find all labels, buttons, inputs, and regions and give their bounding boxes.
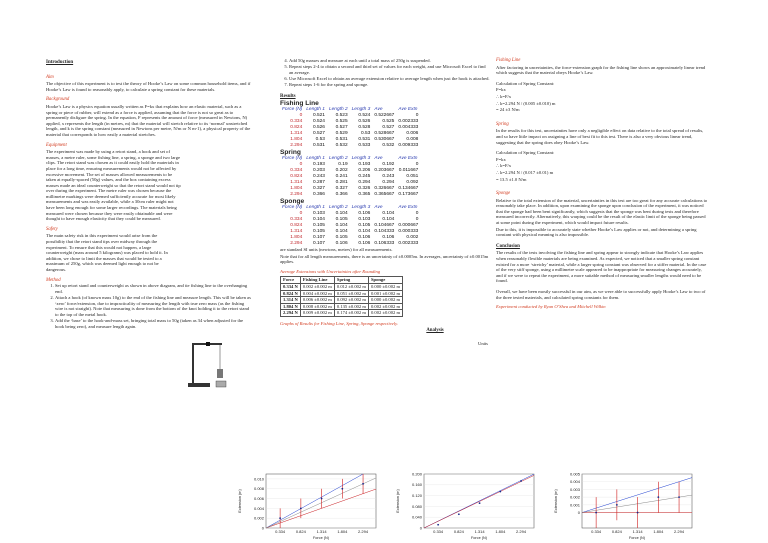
table-header-cell: Spring: [334, 277, 368, 284]
method-step: 6. Use Microsoft Excel to obtain an average extension relative to average length when just the hook is attached.: [289, 76, 490, 82]
retort-stand-diagram: [182, 339, 232, 389]
table-cell: 0.365667: [374, 192, 395, 198]
table-cell: 0.530667: [374, 137, 395, 143]
method-step: 4. Add 50g masses and measure at each until a total mass of 250g is suspended.: [289, 58, 490, 64]
y-tick-label: 0.001: [569, 502, 580, 508]
results-table: [280, 107, 420, 149]
y-tick-label: 0.005: [569, 471, 580, 477]
x-tick-label: 2.294: [674, 529, 685, 534]
results-table-title: Fishing Line: [280, 99, 319, 107]
table-row: [281, 297, 403, 304]
table-cell: 0.529: [335, 131, 348, 137]
table-row: [281, 290, 403, 297]
table-cell: 0.107: [312, 241, 325, 247]
table-cell: 0.523: [335, 113, 348, 119]
table-cell: 0.824: [290, 223, 303, 229]
x-tick-label: 1.314: [316, 529, 327, 534]
table-cell: 0: [415, 162, 419, 168]
x-axis-label: Force (N): [312, 536, 330, 540]
table-cell: 0.106: [382, 235, 395, 241]
y-tick-label: 0.004: [253, 505, 264, 511]
table-cell: 0.008 ±0.002 m: [300, 303, 334, 310]
table-cell: 0.106333: [374, 241, 395, 247]
fishing-calc-4: = 24 ±3 N/m: [496, 107, 520, 113]
table-header-row: [281, 277, 403, 284]
table-cell: 0.011667: [398, 168, 419, 174]
table-header-cell: Ave: [374, 156, 383, 162]
table-cell: 0.002 ±0.002 m: [368, 303, 402, 310]
table-cell: 0.000667: [398, 223, 419, 229]
method-step: 5. Repeat steps 2-4 to obtain a second and third set of values for each weight, and use Microsoft Excel to find an average.: [289, 64, 490, 75]
table-header-cell: Ave Extn: [398, 205, 418, 211]
y-tick-label: 0.010: [253, 476, 264, 482]
table-cell: 0.824: [290, 125, 303, 131]
safety-heading: Safety: [46, 226, 58, 232]
table-cell: 0.002 ±0.002 m: [368, 310, 402, 317]
column-right: [496, 58, 708, 310]
table-cell: 0.525: [335, 119, 348, 125]
conclusion-heading: Conclusion: [496, 243, 520, 249]
table-cell: 0.104667: [374, 223, 395, 229]
table-cell: 0.241: [335, 174, 348, 180]
data-point: [437, 524, 439, 526]
method-step: 7. Repeat steps 1-6 for the spring and sponge.: [289, 82, 490, 88]
table-header-cell: Force (N): [282, 205, 303, 211]
x-tick-label: 0.334: [433, 529, 444, 534]
table-cell: 0.532: [335, 143, 348, 149]
x-axis-label: Force (N): [628, 536, 646, 540]
y-axis-label: Extension (m): [238, 489, 242, 513]
table-header-cell: Ave: [374, 205, 383, 211]
y-tick-label: 0.008: [253, 486, 264, 492]
table-cell: 0.105: [335, 217, 348, 223]
data-point: [341, 488, 343, 490]
table-header-cell: Length 3: [351, 107, 371, 113]
y-tick-label: 0.080: [411, 503, 422, 509]
sponge-text: Relative to the total extension of the material, uncertainties in this test are too great for any accurate calculations to reasonably take place. In addition, upon examining the sponge upon conclusion of the experiment, it was noticed that the sponge had been bent significantly, which suggests that the sponge was bent during tests and therefore measured incorrectly. Alternatively, this warping could be the result of the elastic limit of the sponge being passed at some point during the experiment, which would impact future results.: [496, 197, 708, 226]
table-cell: 0.173667: [398, 192, 419, 198]
sponge-chart: [548, 470, 698, 542]
background-text: Hooke’s Law is a physics equation usually written as F=kx that explains how an elastic material, such as a spring or piece of rubber, will extend as a force is applied, assuming that the force is not so great as to permanently disfigure the spring. In the equation, F represents the amount of force (measured in Newtons, N) applied, x represents the length (in metres, m) that the material will stretch relative to its ‘normal’ unstretched length, and k is the spring constant (measured in Newtons per metre, N/m or N m-1), a physical property of the material that corresponds to how easily a material stretches.: [46, 103, 251, 137]
table-cell: 0.004333: [398, 125, 419, 131]
table-cell: 0.531: [312, 143, 325, 149]
y-tick-label: 0.160: [411, 482, 422, 488]
results-table-title: Sponge: [280, 197, 305, 205]
y-tick-label: 0: [261, 525, 264, 531]
results-tables: [280, 100, 490, 247]
fishing-calc-3: ∴ k=2.294 N / (0.005 ±0.010) m: [496, 100, 556, 106]
x-tick-label: 0.334: [275, 529, 286, 534]
table-header-cell: Sponge: [368, 277, 402, 284]
table-cell: 0.104: [382, 211, 395, 217]
table-cell: 0.002: [406, 235, 419, 241]
fishing-calc-0: Calculation of Spring Constant:: [496, 80, 555, 86]
table-cell: 0.106: [358, 241, 371, 247]
table-cell: 0.008: [406, 137, 419, 143]
table-cell: 0.104: [335, 223, 348, 229]
fishing-calc-1: F=kx: [496, 87, 506, 93]
table-header-cell: Length 3: [351, 205, 371, 211]
equipment-text: The experiment was made by using a retort stand, a hook and set of masses, a metre ruler, some fishing line, a spring, a sponge and two large clips. The retort stand was chosen as it could easily hold the materials in place for a long time, ensuring measurements would not be affected by excessive movement. The set of masses allowed measurements to be taken at equally-spaced (50g) values, and the box containing excess masses made an ideal counterweight so that the retort stand would not tip over during the experiment. The metre ruler was chosen because the millimetre markings were deemed sufficiently accurate for most likely measurements and was easily available, while a 30cm ruler might not have been long enough for some larger recordings. The materials being measured were chosen because they were easily obtainable and were thought to have enough elasticity that they could be measured.: [46, 149, 181, 222]
table-cell: 0.526: [358, 119, 371, 125]
data-point: [595, 512, 597, 514]
table-cell: 0.525: [382, 119, 395, 125]
table-cell: 0.009333: [398, 143, 419, 149]
table-header-cell: Ave: [374, 107, 383, 113]
table-cell: 0: [415, 217, 419, 223]
results-table: [280, 156, 420, 198]
credit-line: Experiment conducted by Ryan O’Shea and Mitchell Wilkin: [496, 304, 606, 310]
table-cell: 0.000333: [398, 229, 419, 235]
table-cell: 2.294: [290, 192, 303, 198]
table-cell: 0.526: [312, 125, 325, 131]
equipment-heading: Equipment: [46, 142, 67, 148]
table-cell: 0.524: [312, 119, 325, 125]
table-cell: 0.104333: [374, 229, 395, 235]
y-tick-label: 0.006: [253, 495, 264, 501]
table-cell: 0.105: [312, 223, 325, 229]
x-tick-label: 1.804: [337, 529, 348, 534]
y-tick-label: 0.002: [253, 515, 264, 521]
table-cell: 0.528667: [374, 131, 395, 137]
table-cell: 1.804 N: [281, 303, 301, 310]
x-tick-label: 1.314: [632, 529, 643, 534]
spring-text: In the results for this test, uncertainties have only a negligible effect on data relative to the total spread of results, and so have little impact on assigning a line of best fit to this test. There is also a very obvious linear trend, suggesting that the spring does obey Hooke’s Law.: [496, 128, 704, 145]
table-cell: 0.105: [312, 229, 325, 235]
table-cell: 0.334: [290, 217, 303, 223]
table-cell: 0.000 ±0.002 m: [368, 297, 402, 304]
background-heading: Background: [46, 97, 70, 103]
table-cell: 0.106: [358, 235, 371, 241]
table-cell: 0.092 ±0.002 m: [334, 297, 368, 304]
table-cell: 0.135 ±0.002 m: [334, 303, 368, 310]
table-header-cell: Length 1: [306, 205, 325, 211]
fishing-line-text: After factoring in uncertainties, the force-extension graph for the fishing line shows an approximately linear trend which suggests that the material obeys Hooke’s Law.: [496, 64, 706, 76]
table-cell: 1.314 N: [281, 297, 301, 304]
spring-calc-2: ∴ k=F/x: [496, 163, 512, 169]
spring-heading: Spring: [496, 121, 509, 127]
fishing-calc-2: ∴ k=F/x: [496, 93, 512, 99]
table-cell: 0.19: [338, 162, 348, 168]
table-cell: 0.006: [406, 131, 419, 137]
units-label: Units: [478, 341, 488, 346]
fishing-line-chart: [232, 470, 382, 542]
y-tick-label: 0.002: [569, 494, 580, 500]
fishing-line-heading: Fishing Line: [496, 58, 521, 63]
method-heading: Method: [46, 277, 61, 283]
table-cell: 0.192: [382, 162, 395, 168]
table-cell: 0.203667: [374, 168, 395, 174]
graphs-caption: Graphs of Results for Fishing Line, Spring, Sponge respectively.: [280, 320, 399, 326]
table-cell: 1.314: [290, 131, 303, 137]
table-cell: 0.528: [358, 125, 371, 131]
data-point: [616, 504, 618, 506]
table-cell: 0.193: [358, 162, 371, 168]
table-cell: 0: [299, 211, 303, 217]
introduction-heading: Introduction: [46, 60, 74, 65]
table-cell: 1.804: [290, 235, 303, 241]
table-header-cell: Length 2: [328, 107, 348, 113]
y-tick-label: 0: [419, 525, 422, 531]
table-header-cell: Length 1: [306, 156, 325, 162]
table-cell: 0.103: [358, 217, 371, 223]
table-cell: 0.104: [312, 217, 325, 223]
x-tick-label: 1.804: [653, 529, 664, 534]
table-cell: 0.105: [358, 223, 371, 229]
table-cell: 1.314: [290, 229, 303, 235]
uncertainty-note: Note that for all length measurements, there is an uncertainty of ±0.0005m. In averages, uncertainty of ±0.0015m applies.: [280, 253, 489, 265]
method-step: 1. Set up retort stand and counterweight as shown in above diagram, and tie fishing line to the overhanging end.: [55, 283, 251, 294]
table-cell: 0: [299, 162, 303, 168]
table-cell: 0.824: [290, 174, 303, 180]
table-cell: 0.002 ±0.002 m: [300, 283, 334, 290]
avg-heading: Average Extensions with Uncertainties after Rounding: [280, 268, 381, 274]
data-point: [300, 507, 302, 509]
table-cell: 0.527: [312, 131, 325, 137]
table-cell: 0.334: [290, 168, 303, 174]
spring-calc-1: F=kx: [496, 156, 506, 162]
table-cell: 0.174 ±0.002 m: [334, 310, 368, 317]
table-row: [281, 303, 403, 310]
table-cell: 0.521: [312, 113, 325, 119]
table-header-cell: Ave Extn: [398, 107, 418, 113]
table-cell: 0.104: [358, 229, 371, 235]
table-cell: 0.366: [335, 192, 348, 198]
aim-heading: Aim: [46, 74, 54, 80]
y-tick-label: 0.004: [569, 479, 580, 485]
table-cell: 0.107: [312, 235, 325, 241]
table-cell: 0.53: [315, 137, 325, 143]
analysis-heading: Analysis: [426, 328, 444, 334]
table-cell: 1.314: [290, 180, 303, 186]
y-tick-label: 0.040: [411, 514, 422, 520]
table-cell: 0.294: [382, 180, 395, 186]
table-header-cell: Force (N): [282, 156, 303, 162]
results-table-title: Spring: [280, 148, 301, 156]
table-cell: 0.365: [358, 192, 371, 198]
table-cell: 0.527: [335, 125, 348, 131]
table-cell: 2.294 N: [281, 310, 301, 317]
table-cell: 0.532: [382, 143, 395, 149]
table-cell: 0.527: [382, 125, 395, 131]
table-cell: 0.245: [358, 174, 371, 180]
data-point: [362, 483, 364, 485]
x-tick-label: 1.314: [474, 529, 485, 534]
spring-calc-3: ∴ k=2.294 N / (0.017 ±0.01) m: [496, 169, 554, 175]
data-point: [657, 496, 659, 498]
safety-text: The main safety risk in this experiment would arise from the possibility that the retort stand tips over midway through the experiment. To ensure that this would not happen, a large counterweight (mass around 5 kilograms) was placed to hold it. In addition, we chose to limit the masses that would be tested to a maximum of 250g, which was deemed light enough to not be dangerous.: [46, 233, 168, 272]
table-cell: 0.134667: [398, 186, 419, 192]
plot-area: [582, 474, 692, 528]
table-cell: 0: [299, 113, 303, 119]
x-tick-label: 0.824: [295, 529, 306, 534]
table-cell: 0.104: [335, 229, 348, 235]
table-header-cell: Ave Extn: [398, 156, 418, 162]
table-cell: 0.012 ±0.002 m: [334, 283, 368, 290]
y-axis-label: Extension (m): [396, 489, 400, 513]
data-point: [479, 502, 481, 504]
data-point: [520, 480, 522, 482]
conclusion-text: The results of the tests involving the fishing line and spring appear to strongly indicate that Hooke’s Law applies when reasonably flexible materials are being examined. As expected, we noticed that a smaller spring constant existed for a more ‘stretchy’ material, while a larger spring constant was observed for a stiffer material. In the case of the very stiff sponge, using a millimetre scale appeared to be inappropriate for measuring changes accurately, and if we were to repeat the experiment, a more suitable method of measuring smaller lengths would need to be found.: [496, 250, 707, 284]
table-cell: 0.524: [358, 113, 371, 119]
table-cell: 0.334 N: [281, 283, 301, 290]
table-cell: 0.522667: [374, 113, 395, 119]
table-header-cell: Length 3: [351, 156, 371, 162]
data-point: [458, 513, 460, 515]
table-cell: 1.804: [290, 186, 303, 192]
table-cell: 0.202: [335, 168, 348, 174]
method-list-continued: [289, 58, 490, 88]
table-header-cell: Fishing Line: [300, 277, 334, 284]
table-cell: 0.287: [312, 180, 325, 186]
aim-text: The objective of this experiment is to test the theory of Hooke’s Law on some common household items, and if Hooke’s Law is found to reasonably apply, to calculate a spring constant for these materials.: [46, 81, 251, 92]
table-header-cell: Length 1: [306, 107, 325, 113]
table-cell: 2.294: [290, 241, 303, 247]
table-cell: 0.051 ±0.002 m: [334, 290, 368, 297]
table-row: [281, 310, 403, 317]
table-cell: 0: [415, 113, 419, 119]
x-axis-label: Force (N): [470, 536, 488, 540]
table-cell: 0.004 ±0.002 m: [300, 290, 334, 297]
data-point: [499, 491, 501, 493]
x-tick-label: 2.294: [358, 529, 369, 534]
table-cell: 0.53: [360, 131, 371, 137]
table-header-cell: Force: [281, 277, 301, 284]
x-tick-label: 0.824: [611, 529, 622, 534]
table-cell: 0.106: [358, 211, 371, 217]
data-point: [637, 512, 639, 514]
table-cell: 0.009 ±0.002 m: [300, 310, 334, 317]
results-heading: Results: [280, 94, 296, 100]
table-cell: 0.106: [335, 241, 348, 247]
table-cell: 0.105: [335, 235, 348, 241]
column-left: [46, 58, 251, 330]
table-cell: 0.334: [290, 119, 303, 125]
table-cell: 0.002333: [398, 119, 419, 125]
spring-chart: [390, 470, 540, 542]
data-point: [321, 498, 323, 500]
y-axis-label: Extension (m): [554, 489, 558, 513]
units-note-text: are standard SI units (newtons, metres) for all measurements.: [280, 246, 393, 252]
method-step: 2. Attach a hook (of known mass 10g) to the end of the fishing line and measure length. This will be taken as ‘zero’ force/extension, due to impracticality of measuring the length with true zero mass (as the fishing wire is not straight). Note that measuring is done from the bottom of the knot holding it to the retort stand to the top of the metal hook.: [55, 295, 251, 317]
table-header-cell: Force (N): [282, 107, 303, 113]
sponge-heading: Sponge: [496, 191, 511, 197]
table-header-cell: Length 2: [328, 156, 348, 162]
table-cell: 0.000 ±0.002 m: [368, 283, 402, 290]
table-cell: 0.326667: [374, 186, 395, 192]
table-cell: 0.001 ±0.002 m: [368, 290, 402, 297]
table-cell: 0: [415, 211, 419, 217]
table-cell: 0.206: [358, 168, 371, 174]
table-cell: 0.243: [312, 174, 325, 180]
column-middle: [280, 58, 490, 334]
table-cell: 0.533: [358, 143, 371, 149]
table-cell: 0.294: [358, 180, 371, 186]
table-cell: 1.804: [290, 137, 303, 143]
x-tick-label: 0.824: [453, 529, 464, 534]
y-tick-label: 0.120: [411, 493, 422, 498]
table-cell: 0.327: [335, 186, 348, 192]
spring-calc-4: = 13.5 ±1.0 N/m: [496, 176, 527, 182]
table-cell: 0.243: [382, 174, 395, 180]
table-header-cell: Length 2: [328, 205, 348, 211]
table-row: [281, 283, 403, 290]
table-cell: 0.193: [312, 162, 325, 168]
table-cell: 0.281: [335, 180, 348, 186]
conclusion-text-2: Overall, we have been mostly successful in our aim, as we were able to successfully apply Hooke’s Law to two of the three tested materials, and calculated spring constants for them.: [496, 289, 706, 300]
table-cell: 0.092: [406, 180, 419, 186]
table-cell: 0.103: [312, 211, 325, 217]
table-cell: 0.366: [312, 192, 325, 198]
x-tick-label: 1.804: [495, 529, 506, 534]
results-table: [280, 205, 420, 247]
table-cell: 0.531: [358, 137, 371, 143]
table-cell: 0.051: [406, 174, 419, 180]
method-step: 3. Add the ‘base’ to the hook-and-mass set, bringing total mass to 50g (taken as 34 when adjusted for the hook being zero), and measure length again.: [55, 318, 251, 329]
plot-area: [266, 474, 376, 528]
y-tick-label: 0.003: [569, 486, 580, 492]
table-cell: 0.104: [335, 211, 348, 217]
table-cell: 0.006 ±0.002 m: [300, 297, 334, 304]
table-cell: 0.824 N: [281, 290, 301, 297]
units-note: [280, 247, 490, 253]
table-cell: 0.326: [358, 186, 371, 192]
uncertainty-table: [280, 276, 403, 317]
y-tick-label: 0.200: [411, 471, 422, 477]
table-cell: 0.104: [382, 217, 395, 223]
table-cell: 2.294: [290, 143, 303, 149]
table-cell: 0.002333: [398, 241, 419, 247]
data-point: [279, 517, 281, 519]
table-cell: 0.531: [335, 137, 348, 143]
method-list: [55, 283, 251, 329]
data-point: [678, 496, 680, 498]
y-tick-label: 0: [577, 509, 580, 515]
sponge-text-2: Due to this, it is impossible to accurately state whether Hooke’s Law applies or not, and determining a spring constant with physical meaning is also impossible.: [496, 226, 697, 238]
spring-calc-0: Calculation of Spring Constant:: [496, 150, 555, 156]
x-tick-label: 0.334: [591, 529, 602, 534]
table-cell: 0.327: [312, 186, 325, 192]
table-cell: 0.203: [312, 168, 325, 174]
x-tick-label: 2.294: [516, 529, 527, 534]
